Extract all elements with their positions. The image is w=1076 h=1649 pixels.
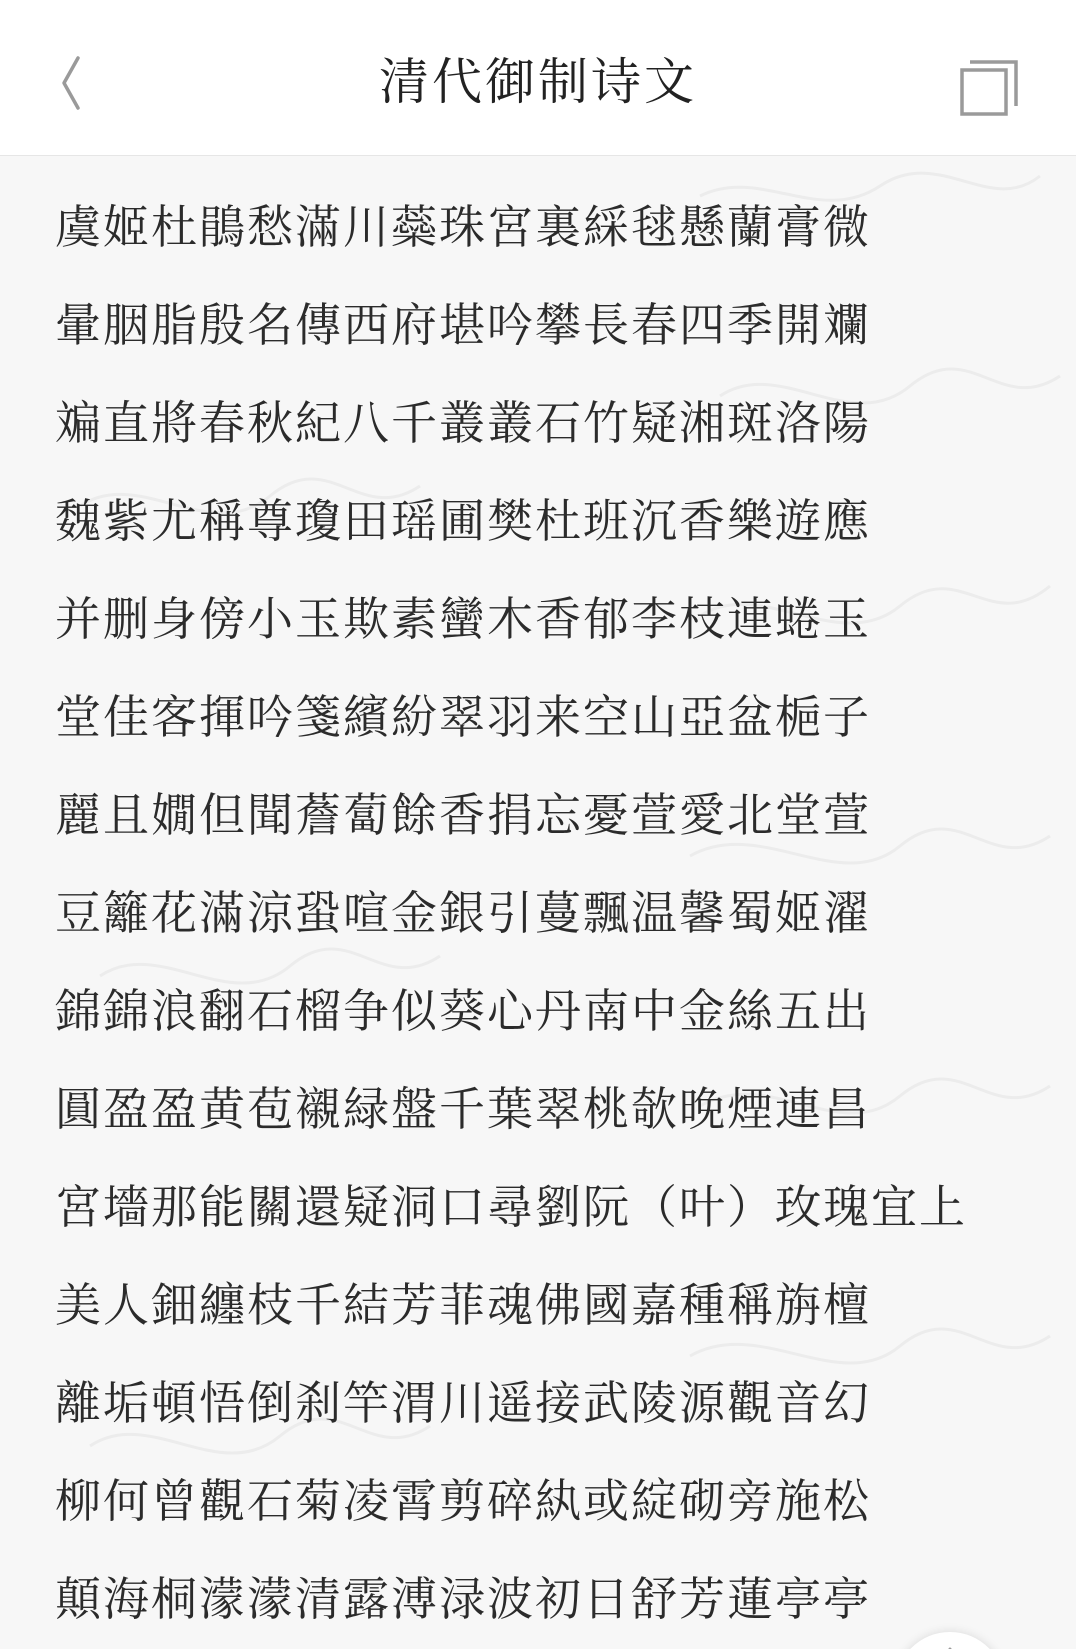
poem-line: 顛海桐濛濛清露溥渌波初日舒芳蓮亭亭 xyxy=(55,1572,871,1626)
poem-line: 宮墻那能關還疑洞口尋劉阮（叶）玫瑰宜上 xyxy=(55,1180,967,1234)
poem-line: 美人鈿纏枝千結芳菲魂佛國嘉種稱旃檀 xyxy=(55,1278,871,1332)
window-restore-icon xyxy=(956,56,1024,120)
poem-line: 暈胭脂殷名傳西府堪吟攀長春四季開斕 xyxy=(55,298,871,352)
poem-line: 魏紫尤稱尊瓊田瑶圃樊杜班沉香樂遊應 xyxy=(55,494,871,548)
poem-line: 堂佳客揮吟箋繽紛翠羽来空山亞盆梔子 xyxy=(55,690,871,744)
poem-line: 并删身傍小玉欺素蠻木香郁李枝連蜷玉 xyxy=(55,592,871,646)
poem-line: 麗且嫺但聞薝蔔餘香捐忘憂萱愛北堂萱 xyxy=(55,788,871,842)
poem-line: 離垢頓悟倒刹竿渭川遥接武陵源觀音幻 xyxy=(55,1376,871,1430)
page-title: 清代御制诗文 xyxy=(379,53,697,111)
poem-line: 虞姬杜鵑愁滿川蘂珠宮裏綵毬懸蘭膏微 xyxy=(55,200,871,254)
navigation-bar xyxy=(0,0,1076,156)
poem-line: 錦錦浪翻石榴争似葵心丹南中金絲五出 xyxy=(55,984,871,1038)
poem-line: 斒直將春秋紀八千叢叢石竹疑湘斑洛陽 xyxy=(55,396,871,450)
poem-line: 圓盈盈黄苞襯緑盤千葉翠桃欹晚煙連昌 xyxy=(55,1082,871,1136)
poem-content[interactable] xyxy=(0,156,1076,1649)
window-button[interactable] xyxy=(956,56,1024,120)
poem-line: 柳何曾觀石菊凌霄剪碎紈或綻砌旁施松 xyxy=(55,1474,871,1528)
poem-line: 豆籬花滿涼蛩喧金銀引蔓飄温馨蜀姬濯 xyxy=(55,886,871,940)
poem-text xyxy=(55,178,1055,1648)
